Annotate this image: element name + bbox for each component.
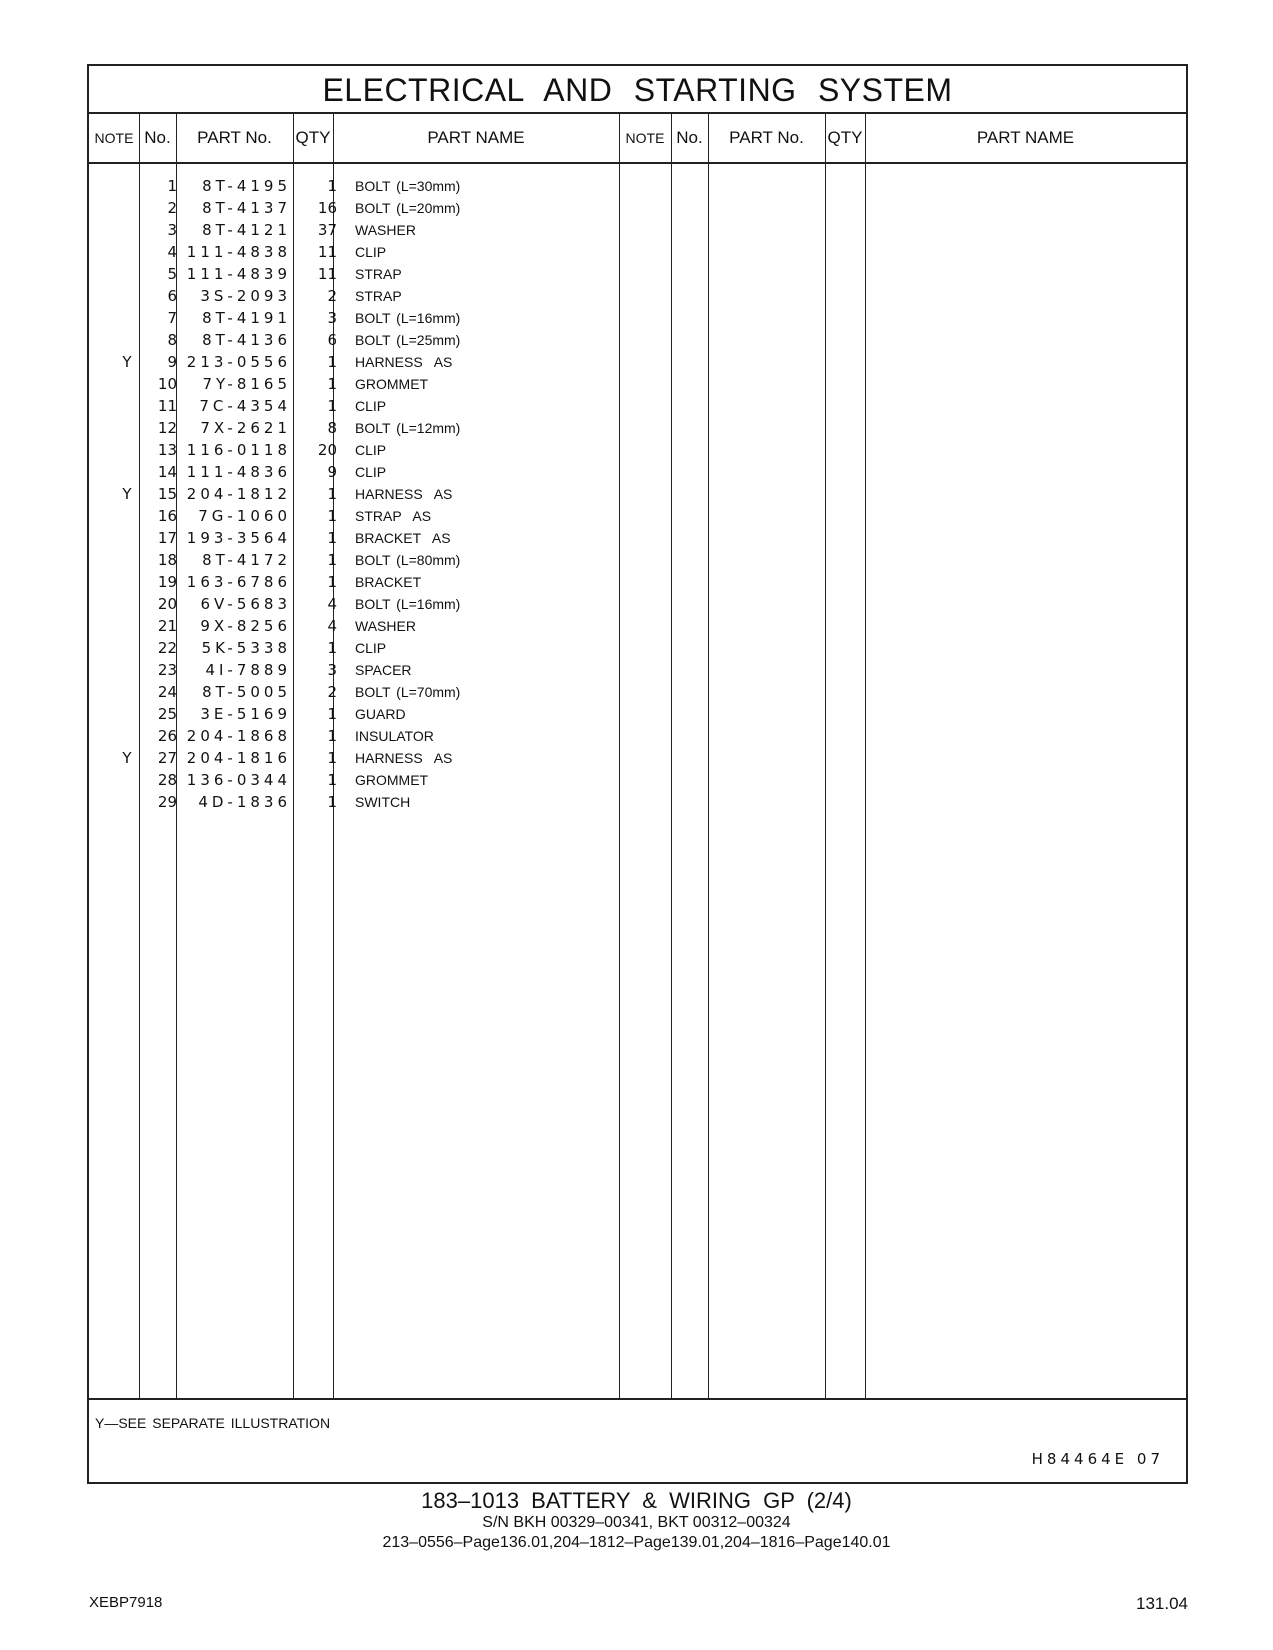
part-name: SWITCH	[355, 794, 411, 810]
quantity: 16	[317, 199, 337, 217]
quantity: 20	[317, 441, 337, 459]
quantity: 11	[317, 265, 337, 283]
part-name: BRACKET	[355, 574, 422, 590]
item-number: 17	[157, 529, 177, 547]
note-cell	[117, 505, 137, 528]
part-number: 111-4839	[186, 265, 291, 283]
part-name: CLIP	[355, 398, 387, 414]
part-number: 193-3564	[186, 529, 291, 547]
item-number: 10	[157, 375, 177, 393]
table-row	[89, 593, 1186, 616]
part-number: 3E-5169	[200, 705, 291, 723]
document-id: XEBP7918	[89, 1594, 163, 1611]
part-name: BOLT (L=30mm)	[355, 178, 461, 194]
page-number: 131.04	[1136, 1594, 1188, 1613]
note-cell	[117, 395, 137, 418]
quantity: 1	[327, 397, 337, 415]
note-cell	[117, 241, 137, 264]
item-number: 14	[157, 463, 177, 481]
note-cell	[117, 659, 137, 682]
quantity: 1	[327, 551, 337, 569]
item-number: 26	[157, 727, 177, 745]
note-cell	[117, 417, 137, 440]
table-row	[89, 175, 1186, 198]
part-number: 5K-5338	[201, 639, 291, 657]
item-number: 5	[167, 265, 177, 283]
item-number: 8	[167, 331, 177, 349]
note-cell	[117, 637, 137, 660]
part-name: GROMMET	[355, 376, 429, 392]
part-number: 3S-2093	[200, 287, 291, 305]
item-number: 29	[157, 793, 177, 811]
note-cell	[117, 615, 137, 638]
part-number: 8T-4121	[202, 221, 291, 239]
quantity: 8	[327, 419, 337, 437]
quantity: 1	[327, 177, 337, 195]
quantity: 1	[327, 573, 337, 591]
item-number: 23	[157, 661, 177, 679]
note-cell	[117, 439, 137, 462]
page-title: ELECTRICAL AND STARTING SYSTEM	[89, 66, 1186, 114]
part-number: 7Y-8165	[202, 375, 291, 393]
item-number: 27	[157, 749, 177, 767]
part-number: 8T-4195	[202, 177, 291, 195]
part-number: 8T-4191	[202, 309, 291, 327]
part-number: 136-0344	[186, 771, 291, 789]
note-cell	[117, 307, 137, 330]
item-number: 12	[157, 419, 177, 437]
item-number: 19	[157, 573, 177, 591]
part-number: 9X-8256	[200, 617, 291, 635]
part-name: CLIP	[355, 640, 387, 656]
table-row	[89, 439, 1186, 462]
note-cell	[117, 461, 137, 484]
quantity: 37	[317, 221, 337, 239]
part-name: BOLT (L=25mm)	[355, 332, 461, 348]
part-number: 204-1868	[186, 727, 291, 745]
table-row	[89, 571, 1186, 594]
item-number: 18	[157, 551, 177, 569]
item-number: 22	[157, 639, 177, 657]
table-row	[89, 241, 1186, 264]
quantity: 3	[327, 309, 337, 327]
item-number: 1	[167, 177, 177, 195]
part-name: STRAP	[355, 288, 402, 304]
part-number: 111-4838	[186, 243, 291, 261]
item-number: 4	[167, 243, 177, 261]
quantity: 6	[327, 331, 337, 349]
part-name: CLIP	[355, 442, 387, 458]
note-cell	[117, 549, 137, 572]
note-cell	[117, 175, 137, 198]
quantity: 11	[317, 243, 337, 261]
quantity: 1	[327, 485, 337, 503]
quantity: 3	[327, 661, 337, 679]
part-name: BOLT (L=70mm)	[355, 684, 461, 700]
part-number: 8T-5005	[202, 683, 291, 701]
item-number: 28	[157, 771, 177, 789]
quantity: 2	[327, 287, 337, 305]
item-number: 11	[157, 397, 177, 415]
quantity: 1	[327, 507, 337, 525]
part-number: 111-4836	[186, 463, 291, 481]
part-number: 204-1812	[186, 485, 291, 503]
note-cell	[117, 571, 137, 594]
part-name: BOLT (L=12mm)	[355, 420, 461, 436]
table-row	[89, 791, 1186, 814]
quantity: 2	[327, 683, 337, 701]
note-cell	[117, 285, 137, 308]
table-row	[89, 769, 1186, 792]
item-number: 25	[157, 705, 177, 723]
header-note: NOTE	[94, 130, 134, 146]
quantity: 1	[327, 353, 337, 371]
table-bottom-divider	[89, 1398, 1186, 1400]
part-number: 213-0556	[186, 353, 291, 371]
table-row	[89, 373, 1186, 396]
table-row	[89, 307, 1186, 330]
item-number: 16	[157, 507, 177, 525]
item-number: 20	[157, 595, 177, 613]
serial-range: S/N BKH 00329–00341, BKT 00312–00324	[482, 1514, 791, 1531]
part-name: INSULATOR	[355, 728, 434, 744]
reference-code: H84464E 07	[1031, 1450, 1164, 1468]
part-name: BOLT (L=16mm)	[355, 596, 461, 612]
note-cell	[117, 527, 137, 550]
part-name: BRACKET AS	[355, 530, 451, 546]
table-row	[89, 615, 1186, 638]
part-number: 4I-7889	[205, 661, 291, 679]
note-cell: Y	[122, 749, 132, 767]
item-number: 6	[167, 287, 177, 305]
parts-table	[87, 64, 1188, 1484]
group-title: 183–1013 BATTERY & WIRING GP (2/4)	[421, 1488, 852, 1513]
item-number: 9	[167, 353, 177, 371]
note-cell	[117, 791, 137, 814]
part-number: 8T-4137	[202, 199, 291, 217]
part-name: WASHER	[355, 618, 416, 634]
header-note: NOTE	[625, 130, 665, 146]
note-cell	[117, 197, 137, 220]
table-row	[89, 747, 1186, 770]
part-name: WASHER	[355, 222, 416, 238]
note-cell	[117, 373, 137, 396]
table-row	[89, 263, 1186, 286]
quantity: 4	[327, 595, 337, 613]
item-number: 24	[157, 683, 177, 701]
part-name: BOLT (L=20mm)	[355, 200, 461, 216]
table-row	[89, 505, 1186, 528]
note-cell	[117, 263, 137, 286]
table-row	[89, 417, 1186, 440]
header-qty: QTY	[295, 128, 331, 147]
footnote: Y—SEE SEPARATE ILLUSTRATION	[95, 1415, 331, 1431]
part-name: SPACER	[355, 662, 412, 678]
quantity: 1	[327, 793, 337, 811]
table-row	[89, 461, 1186, 484]
part-number: 204-1816	[186, 749, 291, 767]
table-row	[89, 351, 1186, 374]
part-name: HARNESS AS	[355, 750, 453, 766]
part-number: 7X-2621	[200, 419, 291, 437]
quantity: 1	[327, 771, 337, 789]
part-name: HARNESS AS	[355, 486, 453, 502]
part-number: 116-0118	[186, 441, 291, 459]
part-name: BOLT (L=16mm)	[355, 310, 461, 326]
header-part-name: PART NAME	[427, 128, 525, 147]
part-number: 6V-5683	[200, 595, 291, 613]
table-row	[89, 285, 1186, 308]
item-number: 7	[167, 309, 177, 327]
part-name: CLIP	[355, 464, 387, 480]
note-cell	[117, 329, 137, 352]
part-number: 163-6786	[186, 573, 291, 591]
header-no: No.	[676, 128, 703, 147]
item-number: 2	[167, 199, 177, 217]
table-row	[89, 637, 1186, 660]
part-name: CLIP	[355, 244, 387, 260]
table-row	[89, 527, 1186, 550]
table-row	[89, 219, 1186, 242]
quantity: 4	[327, 617, 337, 635]
note-cell: Y	[122, 353, 132, 371]
note-cell	[117, 681, 137, 704]
header-no: No.	[144, 128, 171, 147]
part-number: 4D-1836	[198, 793, 291, 811]
table-row	[89, 659, 1186, 682]
quantity: 1	[327, 727, 337, 745]
part-number: 8T-4136	[202, 331, 291, 349]
part-number: 7G-1060	[198, 507, 291, 525]
header-part-no: PART No.	[729, 128, 804, 147]
quantity: 1	[327, 529, 337, 547]
note-cell	[117, 725, 137, 748]
header-part-name: PART NAME	[976, 128, 1075, 147]
part-name: BOLT (L=80mm)	[355, 552, 461, 568]
quantity: 1	[327, 375, 337, 393]
header-qty: QTY	[827, 128, 863, 147]
table-row	[89, 483, 1186, 506]
part-number: 8T-4172	[202, 551, 291, 569]
part-number: 7C-4354	[199, 397, 291, 415]
item-number: 15	[157, 485, 177, 503]
quantity: 1	[327, 705, 337, 723]
part-name: STRAP	[355, 266, 402, 282]
part-name: GUARD	[355, 706, 406, 722]
quantity: 9	[327, 463, 337, 481]
item-number: 13	[157, 441, 177, 459]
note-cell	[117, 593, 137, 616]
page-references: 213–0556–Page136.01,204–1812–Page139.01,204–1816–Page140.01	[382, 1534, 891, 1551]
part-name: HARNESS AS	[355, 354, 453, 370]
note-cell	[117, 769, 137, 792]
header-part-no: PART No.	[197, 128, 272, 147]
table-row	[89, 549, 1186, 572]
note-cell	[117, 703, 137, 726]
note-cell	[117, 219, 137, 242]
part-name: GROMMET	[355, 772, 429, 788]
table-row	[89, 197, 1186, 220]
table-row	[89, 395, 1186, 418]
item-number: 21	[157, 617, 177, 635]
header-divider	[89, 162, 1186, 164]
table-row	[89, 725, 1186, 748]
table-row	[89, 681, 1186, 704]
quantity: 1	[327, 639, 337, 657]
part-name: STRAP AS	[355, 508, 432, 524]
table-row	[89, 329, 1186, 352]
quantity: 1	[327, 749, 337, 767]
item-number: 3	[167, 221, 177, 239]
note-cell: Y	[122, 485, 132, 503]
table-row	[89, 703, 1186, 726]
